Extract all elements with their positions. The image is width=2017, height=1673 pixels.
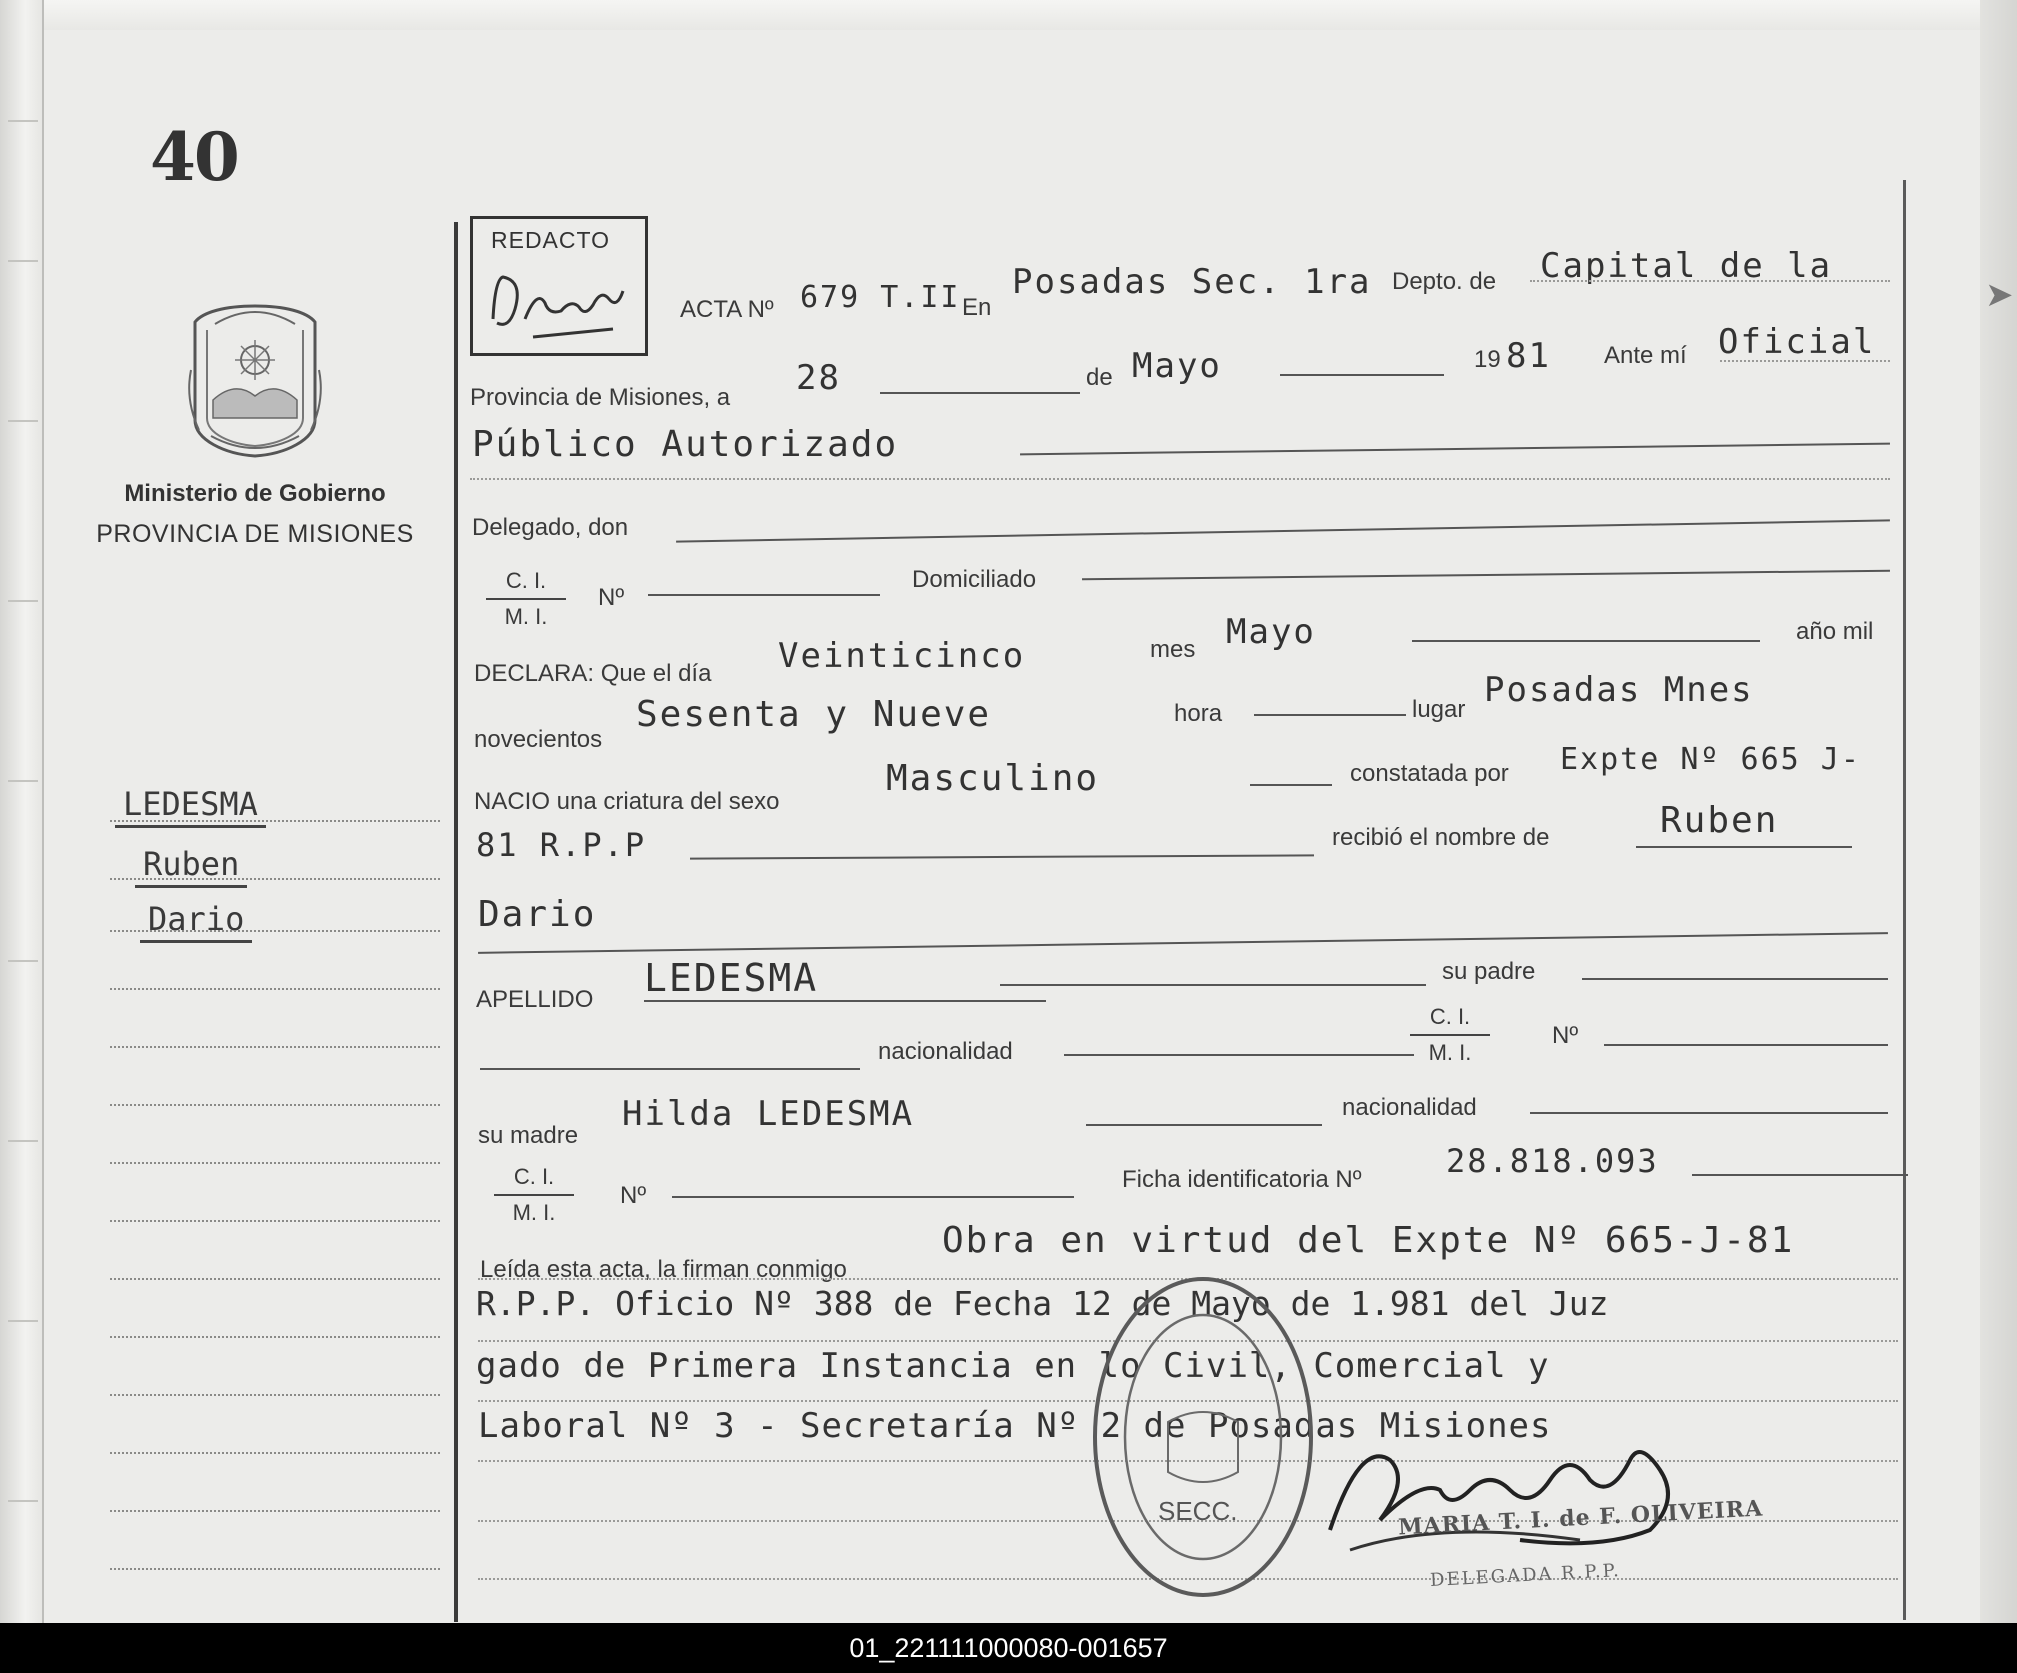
apellido-underline: [644, 1000, 1046, 1002]
su-padre-label: su padre: [1442, 958, 1536, 985]
acta-number: 679 T.II: [800, 280, 961, 315]
nombre-rule: [1636, 846, 1852, 848]
line3-dotline: [470, 478, 1890, 480]
province-crest-icon: [185, 300, 325, 460]
month-value: Mayo: [1132, 346, 1222, 386]
hora-rule: [1254, 714, 1406, 716]
margin-dotline: [110, 1510, 440, 1512]
ante-mi-label: Ante mí: [1604, 342, 1687, 369]
depto-label: Depto. de: [1392, 268, 1497, 295]
novecientos-value: Sesenta y Nueve: [636, 694, 992, 735]
sexo-rule: [1250, 784, 1332, 786]
ci-rule: [648, 594, 880, 596]
month-rule: [1280, 374, 1444, 376]
declara-label: DECLARA: Que el día: [474, 660, 712, 687]
domiciliado-label: Domiciliado: [912, 566, 1037, 593]
redacto-label: REDACTO: [491, 227, 611, 253]
margin-dotline: [110, 1452, 440, 1454]
margin-surname: LEDESMA: [115, 785, 266, 828]
page-top-edge: [30, 0, 1990, 30]
constatada-value: Expte Nº 665 J-: [1560, 742, 1861, 777]
margin-dotline: [110, 1046, 440, 1048]
constatada-continuation: 81 R.P.P: [476, 826, 647, 864]
registry-stamp: [1088, 1272, 1318, 1602]
nacionalidad-padre-rule: [1064, 1054, 1414, 1056]
apellido-label: APELLIDO: [476, 986, 594, 1013]
stamp-text: SECC.: [1158, 1496, 1238, 1526]
mi-label: M. I.: [504, 604, 548, 629]
redacto-signature: [473, 219, 645, 353]
arrow-mark-icon: ➤: [1985, 276, 2014, 314]
nacionalidad-madre-rule: [1530, 1112, 1888, 1114]
observation-line-2: R.P.P. Oficio Nº 388 de Fecha 12 de Mayo de 1.981 del Juz: [476, 1284, 1609, 1323]
no-label: Nº: [620, 1182, 647, 1209]
declara-rule: [1412, 640, 1760, 642]
madre-rule: [1086, 1124, 1322, 1126]
ante-mi-value: Oficial: [1718, 322, 1876, 362]
en-label: En: [962, 294, 992, 321]
line10-rule: [478, 932, 1888, 954]
ficha-label: Ficha identificatoria Nº: [1122, 1166, 1362, 1193]
observation-line-1: Obra en virtud del Expte Nº 665-J-81: [942, 1220, 1795, 1261]
padre-ci-rule: [1604, 1044, 1888, 1046]
margin-dotline: [110, 1162, 440, 1164]
redacto-box: [470, 216, 648, 356]
margin-middle-name: Dario: [140, 900, 252, 943]
delegado-label: Delegado, don: [472, 514, 629, 541]
ficha-rule: [1692, 1174, 1908, 1176]
ci-fraction-1: [486, 568, 566, 630]
day-rule: [880, 392, 1080, 394]
observation-line-3: gado de Primera Instancia en lo Civil, Comercial y: [476, 1346, 1550, 1386]
delegado-rule: [676, 519, 1890, 542]
page-number: 40: [150, 118, 238, 196]
margin-divider: [454, 222, 458, 1622]
official-role: DELEGADA R.P.P.: [1429, 1560, 1622, 1591]
madre-ci-rule: [672, 1196, 1074, 1198]
ci-fraction-3: [494, 1164, 574, 1226]
de-label: de: [1086, 364, 1113, 391]
mi-label: M. I.: [512, 1200, 556, 1225]
mes-label: mes: [1150, 636, 1196, 663]
recibio-label: recibió el nombre de: [1332, 824, 1550, 851]
depto-dotline: [1530, 280, 1890, 282]
nombre-value: Ruben: [1660, 800, 1779, 841]
ministry-title: Ministerio de Gobierno: [124, 480, 386, 507]
ficha-value: 28.818.093: [1446, 1142, 1659, 1180]
su-madre-label: su madre: [478, 1122, 579, 1149]
image-id-caption: 01_221111000080-001657: [0, 1623, 2017, 1673]
ante-dotline: [1720, 360, 1890, 362]
margin-dotline: [110, 988, 440, 990]
nombre-continuation: Dario: [478, 894, 597, 935]
ante-mi-continuation: Público Autorizado: [472, 424, 899, 465]
official-name: MARIA T. I. de F. OLIVEIRA: [1397, 1495, 1764, 1541]
acta-label: ACTA Nº: [680, 296, 774, 323]
margin-dotline: [110, 820, 440, 822]
nacio-label: NACIO una criatura del sexo: [474, 788, 780, 815]
depto-value: Capital de la: [1540, 246, 1833, 286]
day-number: 28: [796, 358, 841, 398]
nacionalidad-madre-label: nacionalidad: [1342, 1094, 1477, 1121]
ci-fraction-2: [1410, 1004, 1490, 1066]
page-right-edge: [1980, 0, 2017, 1623]
margin-dotline: [110, 1278, 440, 1280]
declara-day-value: Veinticinco: [778, 636, 1026, 676]
ci-label: C. I.: [1410, 1004, 1490, 1036]
margin-dotline: [110, 930, 440, 932]
margin-first-name: Ruben: [135, 845, 247, 888]
domicilio-rule: [1082, 570, 1890, 580]
official-signature: [1320, 1420, 1700, 1560]
no-label: Nº: [598, 584, 625, 611]
novecientos-label: novecientos: [474, 726, 603, 753]
province-title: PROVINCIA DE MISIONES: [96, 520, 414, 548]
right-border: [1903, 180, 1906, 1620]
observation-line-4: Laboral Nº 3 - Secretaría Nº 2 de Posadas Misiones: [478, 1406, 1552, 1446]
leida-label: Leída esta acta, la firman conmigo: [480, 1256, 847, 1283]
madre-value: Hilda LEDESMA: [622, 1094, 915, 1134]
sexo-value: Masculino: [886, 758, 1100, 799]
line3-rule: [1020, 443, 1890, 456]
lugar-label: lugar: [1412, 696, 1466, 723]
binding-spine: [0, 0, 44, 1623]
ministry-block: [70, 480, 440, 549]
margin-dotline: [110, 1220, 440, 1222]
constatada-label: constatada por: [1350, 760, 1509, 787]
lugar-value: Posadas Mnes: [1484, 670, 1754, 710]
year-suffix: 81: [1506, 336, 1551, 376]
anio-mil-label: año mil: [1796, 618, 1874, 645]
margin-dotline: [110, 1104, 440, 1106]
margin-dotline: [110, 1394, 440, 1396]
apellido-rule: [1000, 984, 1426, 986]
ci-label: C. I.: [486, 568, 566, 600]
margin-dotline: [110, 878, 440, 880]
ci-label: C. I.: [494, 1164, 574, 1196]
mi-label: M. I.: [1428, 1040, 1472, 1065]
padre-name-rule: [480, 1068, 860, 1070]
padre-rule: [1582, 978, 1888, 980]
margin-dotline: [110, 1336, 440, 1338]
en-value: Posadas Sec. 1ra: [1012, 262, 1372, 302]
apellido-value: LEDESMA: [644, 956, 819, 1000]
year-prefix: 19: [1474, 346, 1501, 373]
hora-label: hora: [1174, 700, 1223, 727]
margin-dotline: [110, 1568, 440, 1570]
nacionalidad-padre-label: nacionalidad: [878, 1038, 1013, 1065]
no-label: Nº: [1552, 1022, 1579, 1049]
provincia-label: Provincia de Misiones, a: [470, 384, 731, 411]
declara-month-value: Mayo: [1226, 612, 1316, 652]
line9-rule: [690, 854, 1314, 859]
